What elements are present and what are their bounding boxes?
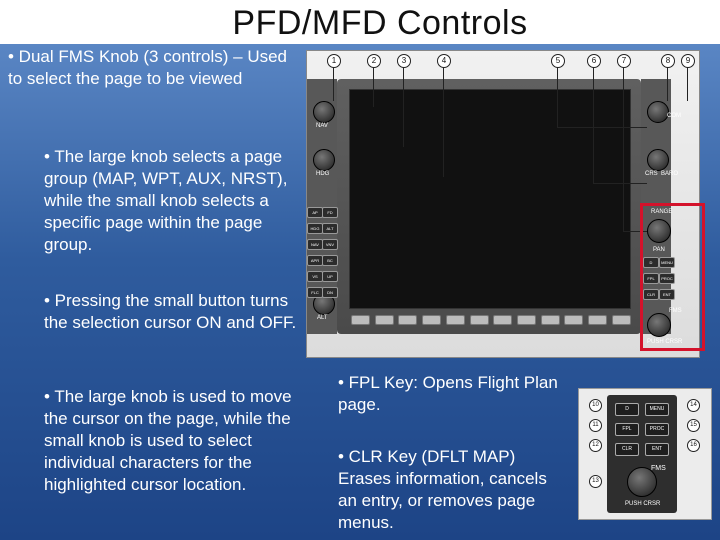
up-button[interactable]: UP bbox=[322, 271, 338, 282]
softkey-row bbox=[351, 315, 631, 325]
bullet-cursor: • The large knob is used to move the cursor on the page, while the small knob is used to select individual characters for the highlighted cursor location. bbox=[44, 387, 292, 494]
heading-label: HDG bbox=[316, 171, 330, 177]
display-screen bbox=[349, 89, 631, 309]
hdg-button[interactable]: HDG bbox=[307, 223, 323, 234]
callout-3: 3 bbox=[397, 54, 411, 68]
callout-7: 7 bbox=[617, 54, 631, 68]
softkey[interactable] bbox=[446, 315, 465, 325]
nav-button[interactable]: NAV bbox=[307, 239, 323, 250]
leader-line bbox=[593, 183, 647, 184]
crs-baro-knob[interactable] bbox=[647, 149, 669, 171]
push-crsr-label: PUSH CRSR bbox=[647, 339, 683, 345]
alt-button[interactable]: ALT bbox=[322, 223, 338, 234]
callout-15: 15 bbox=[687, 419, 700, 432]
callout-10: 10 bbox=[589, 399, 602, 412]
inset-fms-label: FMS bbox=[651, 465, 666, 472]
bullet-fpl-key: • FPL Key: Opens Flight Plan page. bbox=[338, 373, 558, 414]
softkey[interactable] bbox=[375, 315, 394, 325]
callout-5: 5 bbox=[551, 54, 565, 68]
bc-button[interactable]: BC bbox=[322, 255, 338, 266]
softkey[interactable] bbox=[541, 315, 560, 325]
leader-line bbox=[443, 67, 444, 177]
softkey[interactable] bbox=[588, 315, 607, 325]
nav-label: NAV bbox=[316, 123, 328, 129]
inset-fms-knob[interactable] bbox=[627, 467, 657, 497]
highlight-box bbox=[640, 203, 705, 351]
apr-button[interactable]: APR bbox=[307, 255, 323, 266]
vnv-button[interactable]: VNV bbox=[322, 239, 338, 250]
callout-13: 13 bbox=[589, 475, 602, 488]
callout-8: 8 bbox=[661, 54, 675, 68]
softkey[interactable] bbox=[564, 315, 583, 325]
flc-button[interactable]: FLC bbox=[307, 287, 323, 298]
pan-label: PAN bbox=[653, 247, 665, 253]
leader-line bbox=[557, 67, 558, 127]
ent-button[interactable]: ENT bbox=[659, 289, 675, 300]
fd-button[interactable]: FD bbox=[322, 207, 338, 218]
inset-ent-key[interactable]: ENT bbox=[645, 443, 669, 456]
com-label: COM bbox=[667, 113, 681, 119]
leader-line bbox=[403, 67, 404, 147]
vs-button[interactable]: VS bbox=[307, 271, 323, 282]
inset-key-panel bbox=[607, 395, 677, 513]
softkey[interactable] bbox=[351, 315, 370, 325]
softkey[interactable] bbox=[470, 315, 489, 325]
crs-label: CRS bbox=[645, 171, 658, 177]
baro-label: BARO bbox=[661, 171, 679, 177]
fms-label: FMS bbox=[669, 308, 682, 314]
nav-knob[interactable] bbox=[313, 101, 335, 123]
bullet-large-knob-group: • The large knob selects a page group (MAP, WPT, AUX, NRST), while the small knob selects a specific page within the page group. bbox=[44, 147, 288, 254]
inset-proc-key[interactable]: PROC bbox=[645, 423, 669, 436]
display-bezel bbox=[337, 79, 641, 334]
callout-12: 12 bbox=[589, 439, 602, 452]
bullet-small-button: • Pressing the small button turns the selection cursor ON and OFF. bbox=[44, 291, 297, 332]
callout-6: 6 bbox=[587, 54, 601, 68]
leader-line bbox=[687, 67, 688, 101]
callout-14: 14 bbox=[687, 399, 700, 412]
range-label: RANGE bbox=[651, 209, 673, 215]
callout-11: 11 bbox=[589, 419, 602, 432]
softkey[interactable] bbox=[517, 315, 536, 325]
inset-menu-key[interactable]: MENU bbox=[645, 403, 669, 416]
slide-title: PFD/MFD Controls bbox=[232, 4, 528, 42]
fpl-button[interactable]: FPL bbox=[643, 273, 659, 284]
direct-to-button[interactable]: D bbox=[643, 257, 659, 268]
leader-line bbox=[623, 67, 624, 231]
leader-line bbox=[667, 67, 668, 101]
altitude-label: ALT bbox=[317, 315, 328, 321]
softkey[interactable] bbox=[422, 315, 441, 325]
proc-button[interactable]: PROC bbox=[659, 273, 675, 284]
leader-line bbox=[333, 67, 334, 101]
softkey[interactable] bbox=[493, 315, 512, 325]
inset-fpl-key[interactable]: FPL bbox=[615, 423, 639, 436]
bullet-clr-key: • CLR Key (DFLT MAP) Erases information, cancels an entry, or removes page menus. bbox=[338, 447, 547, 532]
softkey[interactable] bbox=[398, 315, 417, 325]
leader-line bbox=[557, 127, 647, 128]
inset-direct-to-key[interactable]: D bbox=[615, 403, 639, 416]
key-detail-inset bbox=[578, 388, 712, 520]
inset-clr-key[interactable]: CLR bbox=[615, 443, 639, 456]
dn-button[interactable]: DN bbox=[322, 287, 338, 298]
com-knob[interactable] bbox=[647, 101, 669, 123]
leader-line bbox=[593, 67, 594, 183]
callout-9: 9 bbox=[681, 54, 695, 68]
callout-4: 4 bbox=[437, 54, 451, 68]
heading-knob[interactable] bbox=[313, 149, 335, 171]
bullet-fms-knob: • Dual FMS Knob (3 controls) – Used to select the page to be viewed bbox=[8, 47, 288, 88]
inset-push-crsr-label: PUSH CRSR bbox=[625, 501, 661, 507]
menu-button[interactable]: MENU bbox=[659, 257, 675, 268]
clr-button[interactable]: CLR bbox=[643, 289, 659, 300]
softkey[interactable] bbox=[612, 315, 631, 325]
leader-line bbox=[373, 67, 374, 107]
callout-1: 1 bbox=[327, 54, 341, 68]
callout-16: 16 bbox=[687, 439, 700, 452]
callout-2: 2 bbox=[367, 54, 381, 68]
ap-button[interactable]: AP bbox=[307, 207, 323, 218]
